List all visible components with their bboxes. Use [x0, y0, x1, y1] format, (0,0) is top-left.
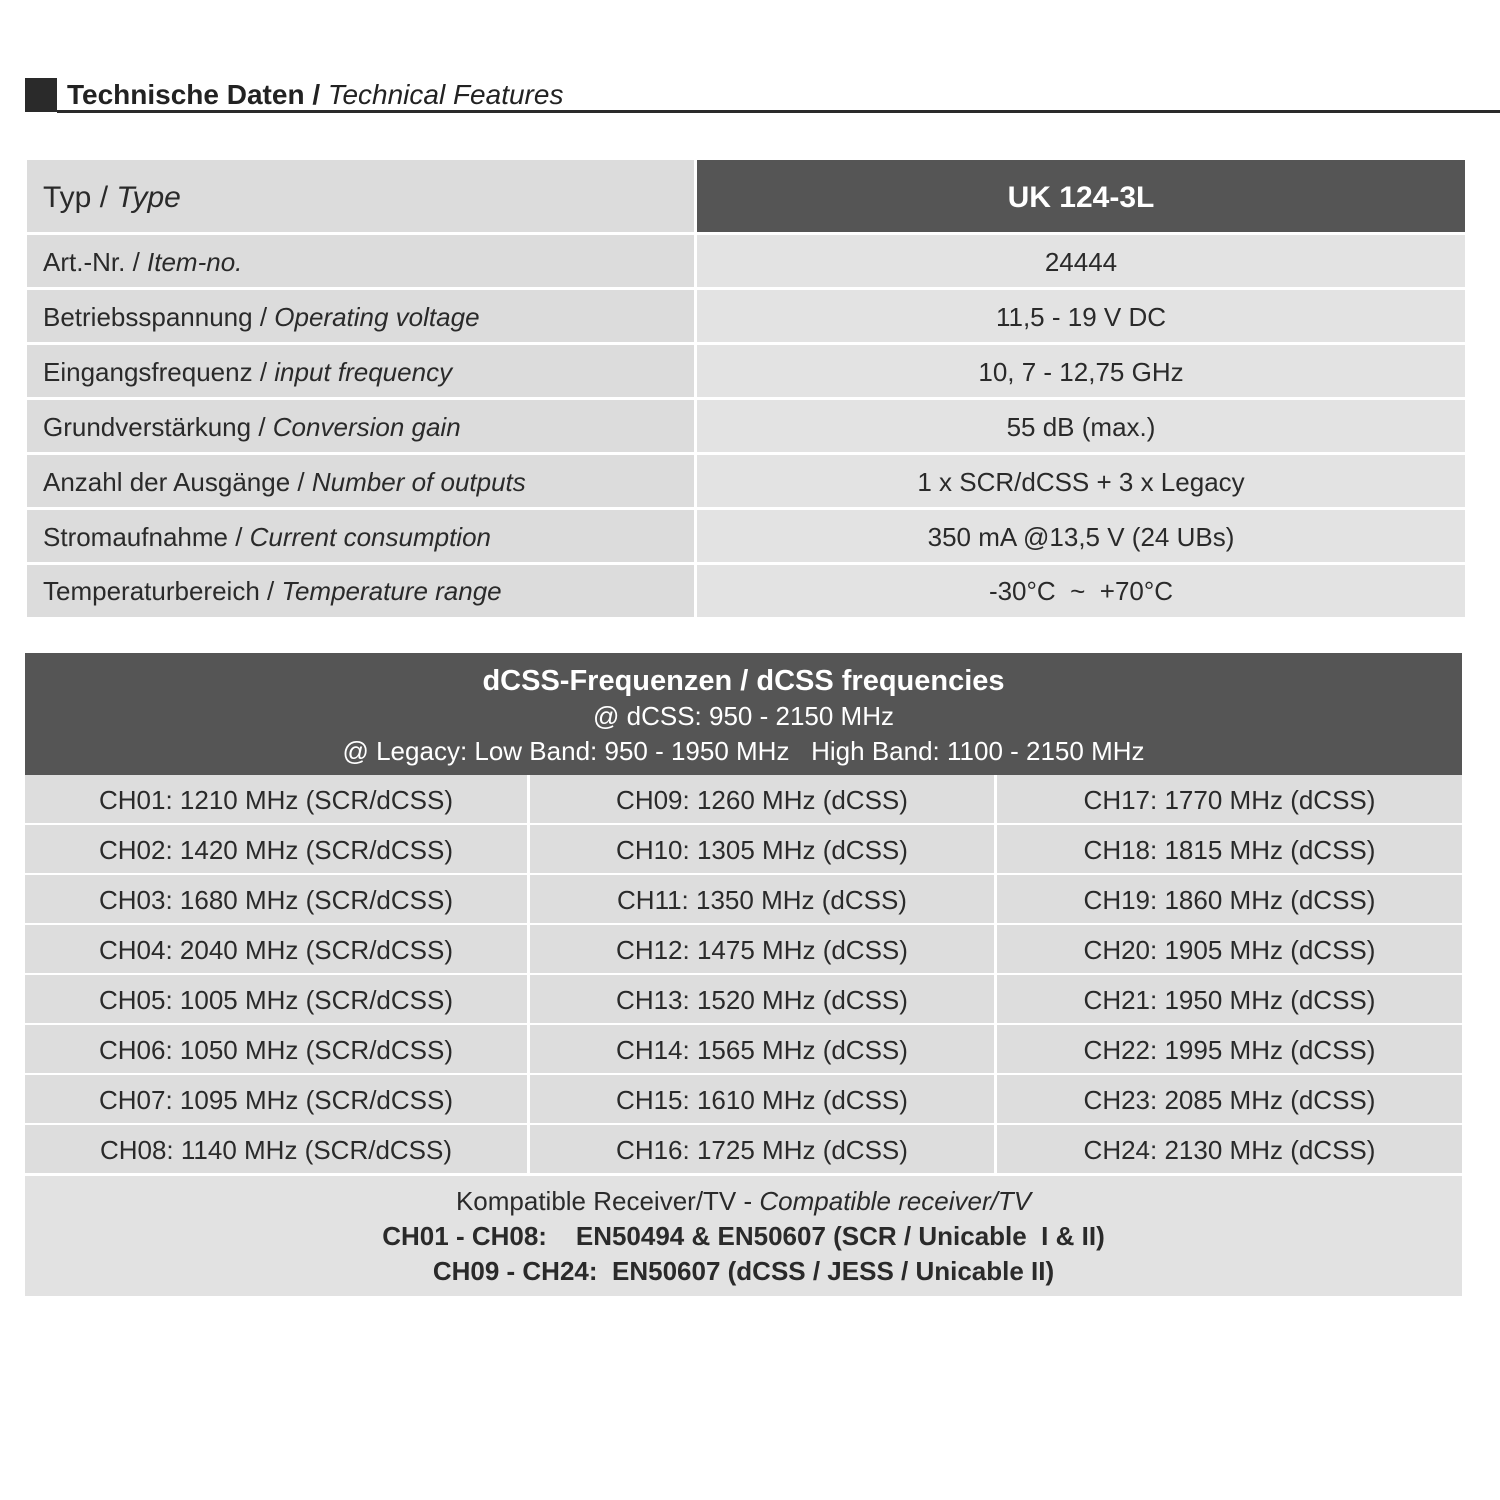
channel-cell: CH12: 1475 MHz (dCSS): [530, 925, 997, 975]
spec-row: [27, 235, 1465, 290]
dcss-title: dCSS-Frequenzen / dCSS frequencies: [482, 665, 1005, 697]
technical-spec-table: [27, 160, 1465, 617]
section-title-de: Technische Daten: [67, 79, 305, 110]
spec-label-de: Art.-Nr.: [43, 247, 126, 277]
table-row: [25, 1025, 1462, 1075]
channel-cell: CH23: 2085 MHz (dCSS): [997, 1075, 1462, 1125]
spec-row: [27, 290, 1465, 345]
channel-cell: CH13: 1520 MHz (dCSS): [530, 975, 997, 1025]
channel-cell: CH03: 1680 MHz (SCR/dCSS): [25, 875, 530, 925]
table-row: [25, 825, 1462, 875]
channel-cell: CH08: 1140 MHz (SCR/dCSS): [25, 1125, 530, 1175]
channel-cell: CH15: 1610 MHz (dCSS): [530, 1075, 997, 1125]
compat-heading: [25, 1184, 1462, 1219]
spec-value: 55 dB (max.): [697, 400, 1465, 455]
compat-line-dcss: CH09 - CH24: EN50607 (dCSS / JESS / Unicable II): [432, 1256, 1055, 1286]
channel-cell: CH21: 1950 MHz (dCSS): [997, 975, 1462, 1025]
spec-row: [27, 565, 1465, 617]
channel-cell: CH05: 1005 MHz (SCR/dCSS): [25, 975, 530, 1025]
dcss-grid: [25, 775, 1462, 1175]
spec-label-de: Betriebsspannung: [43, 302, 253, 332]
spec-label: Art.-Nr. / Item-no.: [27, 235, 697, 290]
channel-cell: CH09: 1260 MHz (dCSS): [530, 775, 997, 825]
spec-label: Betriebsspannung / Operating voltage: [27, 290, 697, 345]
table-row: [25, 1075, 1462, 1125]
dcss-frequency-table: [25, 653, 1462, 1296]
table-row: [25, 775, 1462, 825]
spec-label-de: Stromaufnahme: [43, 522, 228, 552]
section-title: [67, 78, 563, 112]
channel-cell: CH18: 1815 MHz (dCSS): [997, 825, 1462, 875]
compat-heading-de: Kompatible Receiver/TV: [455, 1186, 737, 1216]
spec-label-en: Number of outputs: [311, 467, 526, 497]
spec-label-de: Temperaturbereich: [43, 576, 260, 606]
header-rule: [57, 110, 1500, 113]
spec-label-de: Typ: [43, 181, 92, 214]
compat-heading-en: Compatible receiver/TV: [759, 1186, 1032, 1216]
channel-cell: CH22: 1995 MHz (dCSS): [997, 1025, 1462, 1075]
legacy-range: @ Legacy: Low Band: 950 - 1950 MHz High Band: 1100 - 2150 MHz: [342, 736, 1145, 766]
spec-label: Stromaufnahme / Current consumption: [27, 510, 697, 565]
header-marker-square: [25, 78, 57, 112]
channel-cell: CH11: 1350 MHz (dCSS): [530, 875, 997, 925]
spec-label-de: Eingangsfrequenz: [43, 357, 253, 387]
spec-value: 24444: [697, 235, 1465, 290]
spec-value: 350 mA @13,5 V (24 UBs): [697, 510, 1465, 565]
spec-row-type: [27, 160, 1465, 235]
spec-row: [27, 510, 1465, 565]
channel-cell: CH17: 1770 MHz (dCSS): [997, 775, 1462, 825]
channel-cell: CH01: 1210 MHz (SCR/dCSS): [25, 775, 530, 825]
table-row: [25, 975, 1462, 1025]
dcss-header: [25, 653, 1462, 775]
section-title-en: Technical Features: [327, 79, 564, 110]
channel-cell: CH02: 1420 MHz (SCR/dCSS): [25, 825, 530, 875]
spec-label: Eingangsfrequenz / input frequency: [27, 345, 697, 400]
spec-label-de: Grundverstärkung: [43, 412, 252, 442]
spec-label: Anzahl der Ausgänge / Number of outputs: [27, 455, 697, 510]
channel-cell: CH24: 2130 MHz (dCSS): [997, 1125, 1462, 1175]
spec-label: Temperaturbereich / Temperature range: [27, 565, 697, 617]
spec-value: -30°C ~ +70°C: [697, 565, 1465, 617]
compat-heading-separator: -: [736, 1186, 760, 1216]
channel-cell: CH06: 1050 MHz (SCR/dCSS): [25, 1025, 530, 1075]
spec-label-de: Anzahl der Ausgänge: [43, 467, 291, 497]
section-header: [25, 78, 1500, 114]
section-title-separator: /: [304, 79, 328, 110]
spec-label: Grundverstärkung / Conversion gain: [27, 400, 697, 455]
channel-cell: CH20: 1905 MHz (dCSS): [997, 925, 1462, 975]
channel-cell: CH14: 1565 MHz (dCSS): [530, 1025, 997, 1075]
model-name: UK 124-3L: [697, 160, 1465, 235]
spec-label-en: Item-no.: [147, 247, 243, 277]
table-row: [25, 1125, 1462, 1175]
channel-cell: CH10: 1305 MHz (dCSS): [530, 825, 997, 875]
compat-line-scr: CH01 - CH08: EN50494 & EN50607 (SCR / Unicable I & II): [382, 1221, 1105, 1251]
table-row: [25, 875, 1462, 925]
channel-cell: CH04: 2040 MHz (SCR/dCSS): [25, 925, 530, 975]
compatibility-footer: [25, 1176, 1462, 1296]
spec-label-en: Operating voltage: [274, 302, 480, 332]
table-row: [25, 925, 1462, 975]
spec-label-en: Conversion gain: [272, 412, 461, 442]
spec-label-en: Type: [116, 181, 181, 214]
spec-value: 1 x SCR/dCSS + 3 x Legacy: [697, 455, 1465, 510]
spec-label: Typ / Type: [27, 160, 697, 235]
spec-value: 10, 7 - 12,75 GHz: [697, 345, 1465, 400]
spec-label-en: Temperature range: [281, 576, 502, 606]
channel-cell: CH19: 1860 MHz (dCSS): [997, 875, 1462, 925]
dcss-range: @ dCSS: 950 - 2150 MHz: [593, 701, 894, 731]
channel-cell: CH07: 1095 MHz (SCR/dCSS): [25, 1075, 530, 1125]
spec-row: [27, 345, 1465, 400]
spec-value: 11,5 - 19 V DC: [697, 290, 1465, 345]
spec-row: [27, 400, 1465, 455]
channel-cell: CH16: 1725 MHz (dCSS): [530, 1125, 997, 1175]
spec-row: [27, 455, 1465, 510]
spec-label-en: input frequency: [274, 357, 453, 387]
spec-label-en: Current consumption: [249, 522, 491, 552]
